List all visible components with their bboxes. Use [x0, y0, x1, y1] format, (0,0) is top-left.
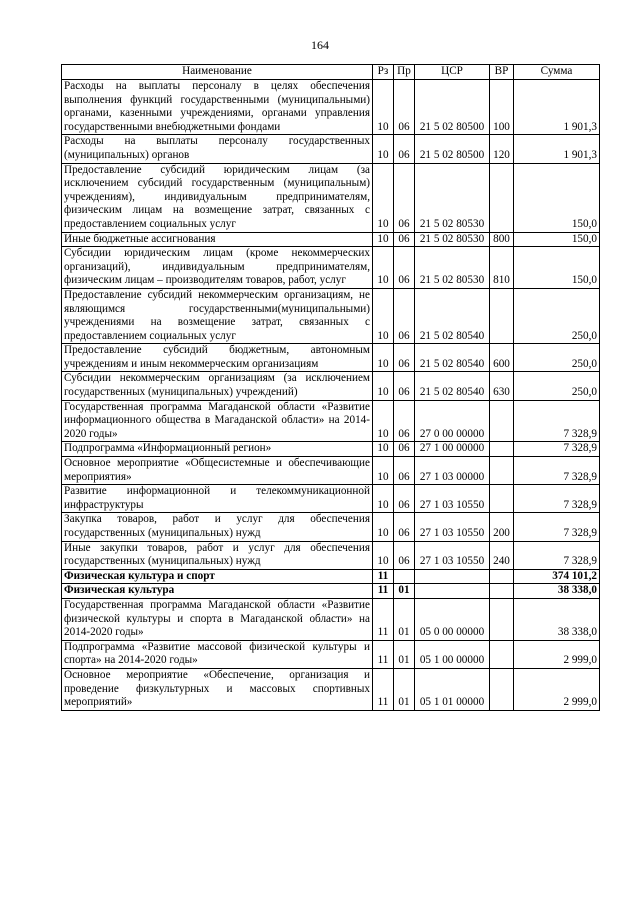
table-row: [62, 668, 600, 710]
row-rz: 10: [373, 135, 394, 163]
row-rz: 10: [373, 513, 394, 541]
row-pr: [394, 569, 415, 584]
row-vr: 100: [490, 80, 514, 135]
row-csr: 05 0 00 00000: [415, 598, 490, 640]
row-csr: [415, 584, 490, 599]
row-vr: 630: [490, 372, 514, 400]
header-rz: Рз: [373, 65, 394, 80]
row-pr: 06: [394, 442, 415, 457]
row-pr: 06: [394, 247, 415, 289]
row-pr: 06: [394, 80, 415, 135]
row-vr: [490, 640, 514, 668]
table-row: [62, 232, 600, 247]
row-sum: 150,0: [514, 163, 600, 232]
header-vr: ВР: [490, 65, 514, 80]
row-csr: 21 5 02 80500: [415, 80, 490, 135]
table-row: [62, 247, 600, 289]
table-row: [62, 541, 600, 569]
row-vr: [490, 598, 514, 640]
row-rz: 10: [373, 288, 394, 343]
row-rz: 10: [373, 485, 394, 513]
row-rz: 10: [373, 442, 394, 457]
row-pr: 01: [394, 640, 415, 668]
row-rz: 11: [373, 668, 394, 710]
row-sum: 150,0: [514, 232, 600, 247]
row-csr: 27 0 00 00000: [415, 400, 490, 442]
header-pr: Пр: [394, 65, 415, 80]
row-vr: [490, 442, 514, 457]
row-csr: 27 1 00 00000: [415, 442, 490, 457]
row-csr: 05 1 01 00000: [415, 668, 490, 710]
table-row: [62, 640, 600, 668]
row-sum: 7 328,9: [514, 513, 600, 541]
row-pr: 01: [394, 584, 415, 599]
row-csr: 27 1 03 10550: [415, 541, 490, 569]
row-name: Иные бюджетные ассигнования: [62, 232, 373, 247]
row-name: Иные закупки товаров, работ и услуг для обеспечения государственных (муниципальных) нужд: [62, 541, 373, 569]
table-row: [62, 513, 600, 541]
row-name: Предоставление субсидий бюджетным, автономным учреждениям и иным некоммерческим организациям: [62, 344, 373, 372]
row-sum: 7 328,9: [514, 457, 600, 485]
row-sum: 250,0: [514, 372, 600, 400]
row-pr: 06: [394, 135, 415, 163]
row-name: Основное мероприятие «Общесистемные и обеспечивающие мероприятия»: [62, 457, 373, 485]
row-pr: 06: [394, 232, 415, 247]
header-sum: Сумма: [514, 65, 600, 80]
row-sum: 7 328,9: [514, 400, 600, 442]
row-name: Подпрограмма «Информационный регион»: [62, 442, 373, 457]
row-csr: 21 5 02 80530: [415, 163, 490, 232]
table-row: [62, 442, 600, 457]
row-sum: 2 999,0: [514, 640, 600, 668]
row-rz: 10: [373, 541, 394, 569]
row-csr: 27 1 03 10550: [415, 485, 490, 513]
row-vr: 600: [490, 344, 514, 372]
row-sum: 250,0: [514, 288, 600, 343]
row-csr: [415, 569, 490, 584]
row-name: Субсидии некоммерческим организациям (за исключением государственных (муниципальных) учреждений): [62, 372, 373, 400]
row-sum: 150,0: [514, 247, 600, 289]
row-name: Физическая культура: [62, 584, 373, 599]
row-vr: 240: [490, 541, 514, 569]
row-vr: 810: [490, 247, 514, 289]
row-csr: 21 5 02 80540: [415, 288, 490, 343]
table-row: [62, 163, 600, 232]
row-csr: 21 5 02 80530: [415, 232, 490, 247]
row-vr: 800: [490, 232, 514, 247]
row-sum: 1 901,3: [514, 80, 600, 135]
row-rz: 10: [373, 163, 394, 232]
budget-table: [61, 64, 600, 711]
row-vr: [490, 288, 514, 343]
row-sum: 7 328,9: [514, 485, 600, 513]
section-row: [62, 569, 600, 584]
row-rz: 10: [373, 344, 394, 372]
header-csr: ЦСР: [415, 65, 490, 80]
section-row: [62, 584, 600, 599]
row-vr: [490, 485, 514, 513]
table-row: [62, 400, 600, 442]
row-sum: 7 328,9: [514, 442, 600, 457]
row-sum: 250,0: [514, 344, 600, 372]
row-name: Государственная программа Магаданской области «Развитие информационного общества в Магаданской области» на 2014-2020 годы»: [62, 400, 373, 442]
row-rz: 11: [373, 569, 394, 584]
row-name: Предоставление субсидий юридическим лицам (за исключением субсидий государственным (муниципальным) учреждениям), индивидуальным предпринимателям, физическим лицам на возмещение затрат, связанных с предоставлением социальных услуг: [62, 163, 373, 232]
row-rz: 10: [373, 232, 394, 247]
row-rz: 11: [373, 598, 394, 640]
row-rz: 10: [373, 372, 394, 400]
row-vr: [490, 569, 514, 584]
row-name: Государственная программа Магаданской области «Развитие физической культуры и спорта в Магаданской области» на 2014-2020 годы»: [62, 598, 373, 640]
row-sum: 2 999,0: [514, 668, 600, 710]
row-name: Основное мероприятие «Обеспечение, организация и проведение физкультурных и массовых спортивных мероприятий»: [62, 668, 373, 710]
row-vr: [490, 163, 514, 232]
row-csr: 21 5 02 80530: [415, 247, 490, 289]
row-pr: 06: [394, 485, 415, 513]
row-pr: 06: [394, 344, 415, 372]
row-sum: 374 101,2: [514, 569, 600, 584]
row-csr: 21 5 02 80540: [415, 372, 490, 400]
row-pr: 01: [394, 668, 415, 710]
row-name: Развитие информационной и телекоммуникационной инфраструктуры: [62, 485, 373, 513]
row-vr: [490, 668, 514, 710]
row-sum: 38 338,0: [514, 584, 600, 599]
row-rz: 10: [373, 457, 394, 485]
row-csr: 21 5 02 80500: [415, 135, 490, 163]
row-name: Расходы на выплаты персоналу в целях обеспечения выполнения функций государственными (муниципальными) органами, казенными учреждениями, органами управления государственными внебюджетными фондами: [62, 80, 373, 135]
row-rz: 10: [373, 247, 394, 289]
table-row: [62, 485, 600, 513]
row-pr: 06: [394, 288, 415, 343]
row-name: Подпрограмма «Развитие массовой физической культуры и спорта» на 2014-2020 годы»: [62, 640, 373, 668]
row-vr: 120: [490, 135, 514, 163]
table-row: [62, 135, 600, 163]
row-rz: 11: [373, 640, 394, 668]
row-vr: [490, 400, 514, 442]
row-pr: 06: [394, 541, 415, 569]
row-rz: 10: [373, 400, 394, 442]
row-name: Физическая культура и спорт: [62, 569, 373, 584]
row-vr: [490, 584, 514, 599]
header-name: Наименование: [62, 65, 373, 80]
row-pr: 06: [394, 163, 415, 232]
row-rz: 11: [373, 584, 394, 599]
table-row: [62, 344, 600, 372]
row-pr: 06: [394, 513, 415, 541]
row-pr: 06: [394, 457, 415, 485]
row-name: Субсидии юридическим лицам (кроме некоммерческих организаций), индивидуальным предпринимателям, физическим лицам – производителям товаров, работ, услуг: [62, 247, 373, 289]
row-csr: 05 1 00 00000: [415, 640, 490, 668]
table-row: [62, 457, 600, 485]
row-csr: 27 1 03 10550: [415, 513, 490, 541]
row-rz: 10: [373, 80, 394, 135]
row-name: Предоставление субсидий некоммерческим организациям, не являющимся государственными(муниципальными) учреждениями на возмещение затрат, связанных с предоставлением социальных услуг: [62, 288, 373, 343]
row-csr: 27 1 03 00000: [415, 457, 490, 485]
row-name: Закупка товаров, работ и услуг для обеспечения государственных (муниципальных) нужд: [62, 513, 373, 541]
page-number: 164: [311, 38, 329, 52]
table-header-row: [62, 65, 600, 80]
row-sum: 38 338,0: [514, 598, 600, 640]
row-pr: 06: [394, 372, 415, 400]
row-vr: 200: [490, 513, 514, 541]
table-row: [62, 598, 600, 640]
row-sum: 1 901,3: [514, 135, 600, 163]
table-row: [62, 80, 600, 135]
row-csr: 21 5 02 80540: [415, 344, 490, 372]
row-pr: 06: [394, 400, 415, 442]
table-row: [62, 288, 600, 343]
table-row: [62, 372, 600, 400]
row-vr: [490, 457, 514, 485]
row-sum: 7 328,9: [514, 541, 600, 569]
row-name: Расходы на выплаты персоналу государственных (муниципальных) органов: [62, 135, 373, 163]
row-pr: 01: [394, 598, 415, 640]
